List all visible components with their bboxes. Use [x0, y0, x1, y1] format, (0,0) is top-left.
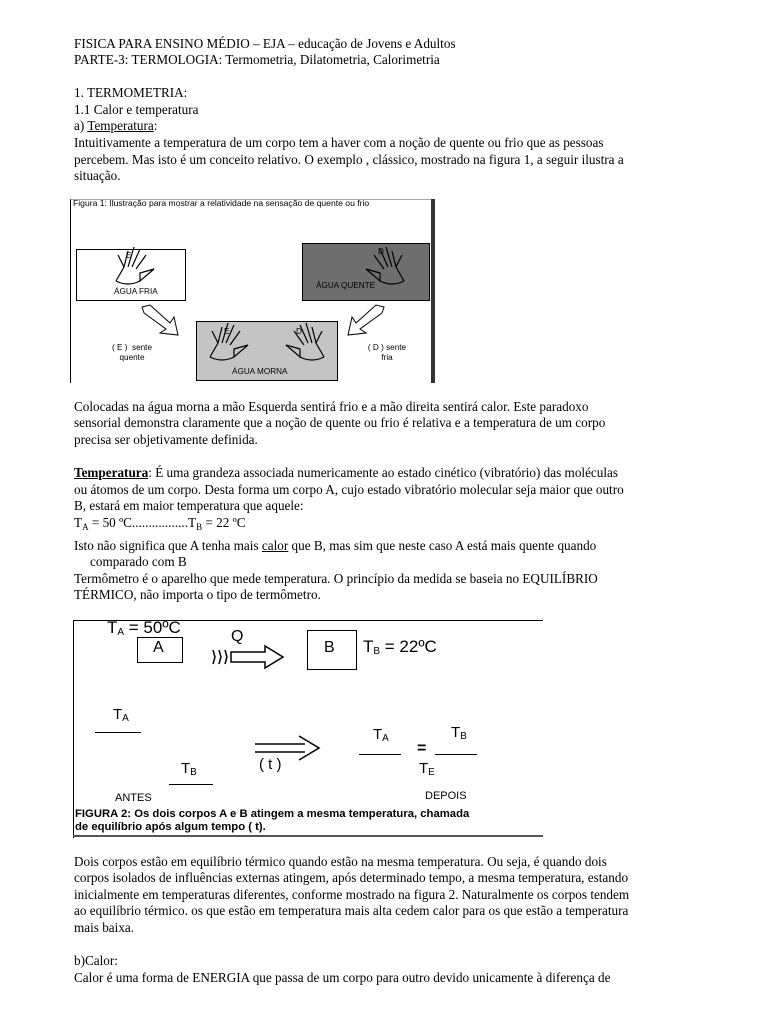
item-a-heading — [74, 118, 157, 134]
hand-d-label-warm: D — [296, 327, 302, 336]
after-tb-line — [435, 754, 477, 755]
equilibrium-line-2: corpos isolados de influências externas atingem, após determinado tempo, a mesma temperatura, estando — [74, 870, 629, 885]
definition-line-1 — [74, 465, 618, 481]
fig2-tb-top-value: = 22ºC — [380, 637, 437, 656]
left-hand-warm-icon — [204, 319, 260, 361]
before-tb — [181, 760, 197, 777]
after-ta-line — [359, 754, 401, 755]
paradox-line-1: Colocadas na água morna a mão Esquerda sentirá frio e a mão direita sentirá calor. Este paradoxo — [74, 399, 589, 414]
figure-1 — [70, 199, 434, 383]
cold-water-label: ÁGUA FRIA — [114, 287, 158, 296]
warm-water-label: ÁGUA MORNA — [232, 367, 288, 376]
equilibrium-line-4: ao equilíbrio térmico. os que estão em temperatura mais alta cedem calor para os que estão a temperatura — [74, 903, 629, 918]
heat-transfer-arrow-icon — [211, 644, 287, 670]
after-ta-sub: A — [382, 733, 389, 744]
figure-2-left-edge — [73, 620, 74, 838]
section-subtitle: 1.1 Calor e temperatura — [74, 102, 199, 117]
header-line-1: FISICA PARA ENSINO MÉDIO – EJA – educação de Jovens e Adultos — [74, 36, 456, 51]
thermometer-line-1: Termômetro é o aparelho que mede temperatura. O princípio da medida se baseia no EQUILÍBRIO — [74, 571, 598, 586]
after-tb-sub: B — [460, 731, 467, 742]
before-tb-symbol: T — [181, 760, 191, 777]
body-a-label: A — [153, 639, 164, 656]
te-label — [419, 760, 435, 777]
header-line-2: PARTE-3: TERMOLOGIA: Termometria, Dilatometria, Calorimetria — [74, 52, 440, 67]
definition-term: Temperatura — [74, 465, 149, 480]
figure-2-bottom-edge — [73, 835, 543, 837]
figure-1-right-edge — [431, 199, 435, 383]
before-ta-symbol: T — [113, 706, 123, 723]
figure-1-caption: Figura 1: Ilustração para mostrar a relatividade na sensação de quente ou frio — [73, 198, 370, 208]
definition-line-2: ou átomos de um corpo. Desta forma um corpo A, cujo estado vibratório molecular seja maior que outro — [74, 482, 624, 497]
temperature-values — [74, 515, 246, 531]
after-ta — [373, 726, 389, 743]
fig2-tb-top-sub: B — [373, 646, 381, 657]
heat-q-label: Q — [231, 628, 244, 645]
fig2-tb-top-symbol: T — [363, 637, 374, 656]
calor-line-2: comparado com B — [90, 554, 187, 569]
depois-label: DEPOIS — [425, 790, 467, 802]
fig2-ta-top-value: = 50ºC — [124, 618, 181, 637]
calor-line-post: que B, mas sim que neste caso A está mais quente quando — [288, 538, 597, 553]
hot-water-label: ÁGUA QUENTE — [316, 281, 376, 290]
calor-line-pre: Isto não significa que A tenha mais — [74, 538, 262, 553]
tb-value: = 22 ºC — [202, 515, 246, 530]
fig2-ta-top — [107, 618, 181, 638]
before-tb-sub: B — [190, 767, 197, 778]
paradox-line-2: sensorial demonstra claramente que a noção de quente ou frio é relativa e a temperatura de um corpo — [74, 415, 606, 430]
hand-d-label-top: D — [378, 247, 384, 256]
equilibrium-line-5: mais baixa. — [74, 920, 135, 935]
calor-title: b)Calor: — [74, 953, 118, 968]
right-hand-warm-icon — [274, 319, 330, 361]
equilibrium-line-3: inicialmente em temperaturas diferentes, conforme mostrado na figura 2. Naturalmente os corpos tendem — [74, 887, 630, 902]
body-b-label: B — [324, 639, 335, 656]
fig2-ta-top-sub: A — [117, 627, 125, 638]
intro-line-2: percebem. Mas isto é um conceito relativo. O exemplo , clássico, mostrado na figura 1, a seguir ilustra a — [74, 152, 624, 167]
equilibrium-line-1: Dois corpos estão em equilíbrio térmico quando estão na mesma temperatura. Ou seja, é quando dois — [74, 854, 607, 869]
section-title: 1. TERMOMETRIA: — [74, 85, 188, 100]
item-a-prefix: a) — [74, 118, 88, 133]
calor-line-1 — [74, 538, 596, 554]
hand-e-label-warm: E — [224, 327, 230, 336]
before-ta-sub: A — [122, 713, 129, 724]
before-ta-line — [95, 732, 141, 733]
paradox-line-3: precisa ser objetivamente definida. — [74, 432, 258, 447]
intro-line-1: Intuitivamente a temperatura de um corpo tem a haver com a noção de quente ou frio que as pessoas — [74, 135, 604, 150]
thermometer-line-2: TÉRMICO, não importa o tipo de termômetro. — [74, 587, 321, 602]
te-sub: E — [428, 767, 435, 778]
fig2-tb-top — [363, 637, 437, 657]
arrow-down-right-icon — [140, 303, 184, 337]
arrow-down-left-icon — [342, 303, 386, 337]
tb-sub: B — [196, 522, 203, 532]
te-symbol: T — [419, 760, 429, 777]
item-a-label: Temperatura — [87, 118, 154, 133]
definition-line-1-rest: : É uma grandeza associada numericamente ao estado cinético (vibratório) das moléculas — [148, 465, 619, 480]
equals-sign: = — [417, 740, 427, 757]
calor-word: calor — [261, 538, 289, 553]
hand-e-label-top: E — [126, 251, 132, 260]
item-a-suffix: : — [153, 118, 158, 133]
before-ta — [113, 706, 129, 723]
fig2-ta-top-symbol: T — [107, 618, 118, 637]
left-hand-icon — [110, 243, 166, 285]
intro-line-3: situação. — [74, 168, 121, 183]
figure-2 — [73, 620, 543, 838]
right-hand-note: ( D ) sente fria — [367, 343, 407, 362]
after-tb-symbol: T — [451, 724, 461, 741]
before-tb-line — [169, 784, 213, 785]
left-hand-note: ( E ) sente quente — [111, 343, 153, 362]
ta-sub: A — [82, 522, 89, 532]
figure-2-caption-line-2: de equilíbrio após algum tempo ( t). — [75, 821, 266, 833]
ta-value: = 50 ºC................. — [88, 515, 189, 530]
definition-line-3: B, estará em maior temperatura que aquele: — [74, 498, 304, 513]
time-label: ( t ) — [259, 756, 282, 773]
after-ta-symbol: T — [373, 726, 383, 743]
ta-symbol: T — [74, 515, 83, 530]
calor-definition: Calor é uma forma de ENERGIA que passa de um corpo para outro devido unicamente à diferença de — [74, 970, 611, 985]
tb-symbol: T — [188, 515, 197, 530]
figure-2-caption-line-1: FIGURA 2: Os dois corpos A e B atingem a mesma temperatura, chamada — [75, 808, 470, 820]
antes-label: ANTES — [115, 792, 152, 804]
after-tb — [451, 724, 467, 741]
